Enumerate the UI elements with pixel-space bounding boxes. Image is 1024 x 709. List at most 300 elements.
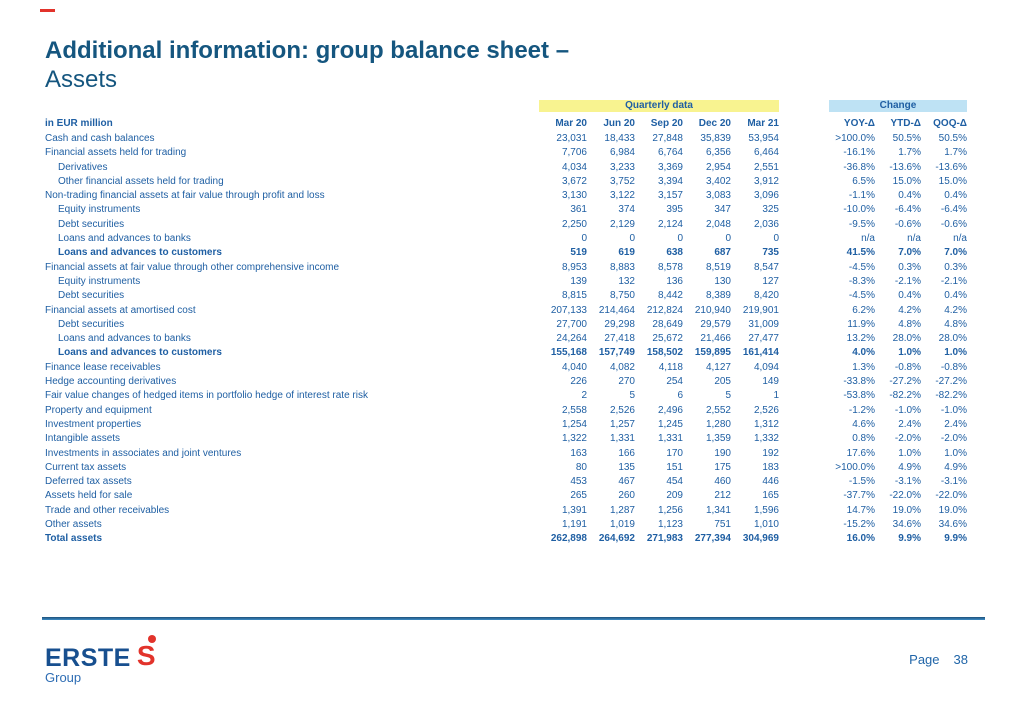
row-label: Loans and advances to customers xyxy=(58,347,222,359)
cell-sep20: 136 xyxy=(666,275,683,287)
cell-sep20: 3,157 xyxy=(657,190,683,202)
cell-dec20: 29,579 xyxy=(700,318,731,330)
cell-sep20: 6,764 xyxy=(657,147,683,159)
cell-yoy-delta: -53.8% xyxy=(843,390,875,402)
table-row xyxy=(45,518,967,532)
row-label: Debt securities xyxy=(58,218,125,230)
row-label: Debt securities xyxy=(58,318,125,330)
cell-qoq-delta: 9.9% xyxy=(944,533,967,545)
cell-jun20: 135 xyxy=(618,461,635,473)
cell-jun20: 3,122 xyxy=(609,190,635,202)
cell-dec20: 460 xyxy=(714,476,731,488)
cell-dec20: 35,839 xyxy=(700,133,731,144)
cell-jun20: 4,082 xyxy=(609,361,635,373)
cell-jun20: 3,233 xyxy=(609,161,635,173)
table-row xyxy=(45,346,967,360)
cell-jun20: 2,129 xyxy=(609,218,635,230)
cell-mar20: 3,130 xyxy=(561,190,587,202)
cell-qoq-delta: -27.2% xyxy=(935,376,967,388)
cell-ytd-delta: 1.0% xyxy=(898,347,921,359)
table-row xyxy=(45,146,967,160)
cell-sep20: 0 xyxy=(677,233,683,245)
cell-mar20: 4,034 xyxy=(561,161,587,173)
row-label: Fair value changes of hedged items in portfolio hedge of interest rate risk xyxy=(45,390,368,402)
cell-jun20: 1,331 xyxy=(609,433,635,445)
cell-mar21: 304,969 xyxy=(742,533,779,545)
cell-mar21: 183 xyxy=(762,461,779,473)
cell-dec20: 1,341 xyxy=(705,504,731,516)
cell-yoy-delta: -4.5% xyxy=(848,290,875,302)
cell-mar20: 80 xyxy=(575,461,587,473)
cell-yoy-delta: 11.9% xyxy=(847,318,875,330)
col-ytd-delta: YTD-Δ xyxy=(890,118,921,129)
cell-mar21: 192 xyxy=(762,447,779,459)
table-row xyxy=(45,504,967,518)
cell-ytd-delta: -27.2% xyxy=(889,376,921,388)
cell-ytd-delta: -22.0% xyxy=(889,490,921,502)
balance-sheet-table-wrap xyxy=(45,100,967,547)
cell-mar20: 163 xyxy=(570,447,587,459)
cell-ytd-delta: -3.1% xyxy=(894,476,921,488)
cell-sep20: 212,824 xyxy=(646,304,683,316)
cell-qoq-delta: 4.8% xyxy=(944,318,967,330)
footer-divider xyxy=(42,617,985,620)
cell-mar20: 3,672 xyxy=(561,175,587,187)
row-label: Financial assets at amortised cost xyxy=(45,304,196,316)
cell-ytd-delta: 0.4% xyxy=(898,290,921,302)
cell-jun20: 2,526 xyxy=(609,404,635,416)
cell-mar20: 2,250 xyxy=(561,218,587,230)
col-mar21: Mar 21 xyxy=(747,118,779,129)
cell-ytd-delta: 0.4% xyxy=(898,190,921,202)
table-row xyxy=(45,246,967,260)
cell-mar20: 1,191 xyxy=(561,519,587,531)
col-mar20: Mar 20 xyxy=(555,118,587,129)
cell-jun20: 214,464 xyxy=(598,304,635,316)
table-row xyxy=(45,475,967,489)
row-label: Trade and other receivables xyxy=(45,504,170,516)
cell-dec20: 130 xyxy=(714,275,731,287)
quarterly-data-band: Quarterly data xyxy=(539,100,779,112)
group-header-row xyxy=(45,100,967,112)
cell-ytd-delta: 4.2% xyxy=(898,304,921,316)
cell-mar20: 139 xyxy=(570,275,587,287)
balance-sheet-table xyxy=(45,100,967,547)
table-row xyxy=(45,218,967,232)
cell-jun20: 260 xyxy=(618,490,635,502)
cell-sep20: 8,442 xyxy=(657,290,683,302)
cell-mar20: 8,953 xyxy=(561,261,587,273)
page-title xyxy=(45,36,569,94)
row-label: Property and equipment xyxy=(45,404,152,416)
cell-mar21: 446 xyxy=(762,476,779,488)
cell-yoy-delta: -15.2% xyxy=(843,519,875,531)
cell-dec20: 8,389 xyxy=(705,290,731,302)
table-row xyxy=(45,318,967,332)
cell-mar20: 519 xyxy=(570,247,587,259)
cell-yoy-delta: 13.2% xyxy=(846,333,875,345)
cell-dec20: 347 xyxy=(714,204,731,216)
table-row xyxy=(45,289,967,303)
cell-jun20: 0 xyxy=(629,233,635,245)
cell-yoy-delta: >100.0% xyxy=(835,461,875,473)
cell-ytd-delta: 2.4% xyxy=(898,418,921,430)
cell-mar20: 262,898 xyxy=(550,533,587,545)
cell-mar21: 2,551 xyxy=(753,161,779,173)
table-row xyxy=(45,175,967,189)
col-jun20: Jun 20 xyxy=(603,118,635,129)
cell-qoq-delta: -0.6% xyxy=(940,218,967,230)
cell-dec20: 2,552 xyxy=(705,404,731,416)
cell-mar21: 127 xyxy=(762,275,779,287)
cell-mar21: 165 xyxy=(762,490,779,502)
cell-yoy-delta: -8.3% xyxy=(848,275,875,287)
cell-sep20: 25,672 xyxy=(652,333,683,345)
cell-qoq-delta: 34.6% xyxy=(938,519,967,531)
cell-mar21: 8,547 xyxy=(753,261,779,273)
cell-qoq-delta: 1.0% xyxy=(944,347,967,359)
row-label: Deferred tax assets xyxy=(45,476,132,488)
table-row xyxy=(45,332,967,346)
cell-ytd-delta: 1.7% xyxy=(898,147,921,159)
cell-jun20: 6,984 xyxy=(609,147,635,159)
cell-mar20: 265 xyxy=(570,490,587,502)
table-row xyxy=(45,489,967,503)
row-label: Other financial assets held for trading xyxy=(58,175,224,187)
page-label: Page xyxy=(909,652,940,667)
cell-qoq-delta: 4.9% xyxy=(944,461,967,473)
col-dec20: Dec 20 xyxy=(698,118,731,129)
cell-mar21: 1,010 xyxy=(753,519,779,531)
change-band: Change xyxy=(829,100,967,112)
cell-mar20: 27,700 xyxy=(556,318,587,330)
cell-mar20: 226 xyxy=(570,376,587,388)
table-row xyxy=(45,418,967,432)
table-row xyxy=(45,432,967,446)
cell-mar21: 3,096 xyxy=(753,190,779,202)
cell-dec20: 2,048 xyxy=(705,218,731,230)
cell-qoq-delta: 2.4% xyxy=(944,418,967,430)
row-label: Loans and advances to banks xyxy=(58,233,191,245)
page-number-value: 38 xyxy=(953,652,968,667)
cell-mar21: 325 xyxy=(762,204,779,216)
cell-sep20: 3,369 xyxy=(657,161,683,173)
cell-sep20: 4,118 xyxy=(658,361,683,373)
cell-qoq-delta: 50.5% xyxy=(938,133,967,144)
cell-jun20: 29,298 xyxy=(604,318,635,330)
cell-ytd-delta: 4.8% xyxy=(898,318,921,330)
cell-mar21: 3,912 xyxy=(753,175,779,187)
cell-yoy-delta: -37.7% xyxy=(843,490,875,502)
cell-jun20: 619 xyxy=(618,247,635,259)
cell-jun20: 27,418 xyxy=(604,333,635,345)
cell-sep20: 28,649 xyxy=(652,318,683,330)
table-row xyxy=(45,447,967,461)
cell-dec20: 5 xyxy=(725,390,731,402)
cell-sep20: 395 xyxy=(666,204,683,216)
table-row xyxy=(45,275,967,289)
erste-group-logo xyxy=(45,641,165,685)
cell-qoq-delta: 0.4% xyxy=(944,190,967,202)
top-accent-dash xyxy=(40,9,55,12)
cell-ytd-delta: 34.6% xyxy=(892,519,921,531)
cell-dec20: 21,466 xyxy=(700,333,731,345)
cell-dec20: 8,519 xyxy=(705,261,731,273)
table-row xyxy=(45,232,967,246)
row-label: Intangible assets xyxy=(45,433,121,445)
cell-ytd-delta: -2.0% xyxy=(894,433,921,445)
cell-qoq-delta: -82.2% xyxy=(935,390,967,402)
col-qoq-delta: QOQ-Δ xyxy=(933,118,967,129)
cell-qoq-delta: 0.3% xyxy=(944,261,967,273)
cell-qoq-delta: 4.2% xyxy=(944,304,967,316)
row-label: Debt securities xyxy=(58,290,125,302)
cell-sep20: 3,394 xyxy=(657,175,683,187)
row-label: Finance lease receivables xyxy=(45,361,161,373)
cell-mar21: 8,420 xyxy=(753,290,779,302)
row-label: Financial assets at fair value through other comprehensive income xyxy=(45,261,340,273)
cell-qoq-delta: 1.0% xyxy=(944,447,967,459)
cell-ytd-delta: 7.0% xyxy=(898,247,921,259)
row-label: Non-trading financial assets at fair value through profit and loss xyxy=(45,190,325,202)
cell-mar21: 1 xyxy=(773,390,779,402)
row-label: Loans and advances to banks xyxy=(58,333,191,345)
cell-qoq-delta: 7.0% xyxy=(944,247,967,259)
cell-sep20: 2,124 xyxy=(657,218,683,230)
column-header-row xyxy=(45,112,967,132)
cell-yoy-delta: 14.7% xyxy=(846,504,875,516)
cell-yoy-delta: -9.5% xyxy=(848,218,875,230)
cell-dec20: 190 xyxy=(714,447,731,459)
cell-yoy-delta: 0.8% xyxy=(852,433,875,445)
cell-mar21: 161,414 xyxy=(742,347,779,359)
cell-ytd-delta: 1.0% xyxy=(898,447,921,459)
cell-yoy-delta: 4.6% xyxy=(852,418,875,430)
row-label: Other assets xyxy=(45,519,102,531)
cell-sep20: 209 xyxy=(666,490,683,502)
cell-ytd-delta: -0.8% xyxy=(894,361,921,373)
cell-sep20: 1,331 xyxy=(657,433,683,445)
cell-ytd-delta: 50.5% xyxy=(892,133,921,144)
row-label: Investment properties xyxy=(45,418,142,430)
cell-jun20: 3,752 xyxy=(609,175,635,187)
cell-jun20: 1,019 xyxy=(609,519,635,531)
cell-sep20: 2,496 xyxy=(657,404,683,416)
cell-mar20: 8,815 xyxy=(561,290,587,302)
logo-sub-text: Group xyxy=(45,670,82,685)
cell-jun20: 166 xyxy=(618,447,635,459)
cell-jun20: 1,257 xyxy=(609,418,635,430)
cell-jun20: 8,883 xyxy=(609,261,635,273)
cell-qoq-delta: -2.1% xyxy=(940,275,967,287)
cell-dec20: 4,127 xyxy=(705,361,731,373)
table-row xyxy=(45,189,967,203)
cell-mar20: 23,031 xyxy=(556,133,587,144)
cell-jun20: 264,692 xyxy=(598,533,635,545)
cell-sep20: 454 xyxy=(666,476,683,488)
cell-sep20: 6 xyxy=(677,390,683,402)
cell-mar20: 0 xyxy=(581,233,587,245)
col-sep20: Sep 20 xyxy=(650,118,683,129)
table-row xyxy=(45,261,967,275)
cell-sep20: 1,256 xyxy=(657,504,683,516)
cell-qoq-delta: -13.6% xyxy=(935,161,967,173)
cell-dec20: 3,402 xyxy=(705,175,731,187)
cell-mar21: 6,464 xyxy=(753,147,779,159)
cell-jun20: 8,750 xyxy=(609,290,635,302)
row-label: Current tax assets xyxy=(45,461,127,473)
cell-sep20: 1,123 xyxy=(657,519,683,531)
cell-mar20: 1,254 xyxy=(561,418,587,430)
cell-yoy-delta: n/a xyxy=(861,233,875,245)
cell-yoy-delta: 41.5% xyxy=(846,247,875,259)
table-row xyxy=(45,161,967,175)
cell-mar21: 1,312 xyxy=(753,418,779,430)
cell-jun20: 157,749 xyxy=(598,347,635,359)
cell-qoq-delta: -1.0% xyxy=(940,404,967,416)
cell-mar21: 219,901 xyxy=(742,304,779,316)
cell-mar21: 2,036 xyxy=(753,218,779,230)
cell-dec20: 2,954 xyxy=(705,161,731,173)
cell-jun20: 467 xyxy=(618,476,635,488)
cell-ytd-delta: -13.6% xyxy=(889,161,921,173)
cell-sep20: 8,578 xyxy=(657,261,683,273)
col-yoy-delta: YOY-Δ xyxy=(843,118,875,129)
cell-yoy-delta: 17.6% xyxy=(846,447,875,459)
cell-sep20: 158,502 xyxy=(646,347,683,359)
table-row xyxy=(45,532,967,546)
cell-mar21: 1,596 xyxy=(753,504,779,516)
cell-qoq-delta: -3.1% xyxy=(940,476,967,488)
row-label: Investments in associates and joint ventures xyxy=(45,447,242,459)
cell-mar20: 24,264 xyxy=(556,333,587,345)
cell-mar20: 2 xyxy=(581,390,587,402)
cell-mar20: 453 xyxy=(570,476,587,488)
cell-yoy-delta: 16.0% xyxy=(846,533,875,545)
cell-qoq-delta: 28.0% xyxy=(938,333,967,345)
cell-jun20: 18,433 xyxy=(604,133,635,144)
cell-jun20: 5 xyxy=(629,390,635,402)
cell-dec20: 159,895 xyxy=(694,347,731,359)
cell-mar20: 155,168 xyxy=(550,347,587,359)
cell-yoy-delta: -16.1% xyxy=(843,147,875,159)
page-number xyxy=(909,652,968,667)
cell-mar20: 7,706 xyxy=(561,147,587,159)
cell-yoy-delta: 1.3% xyxy=(852,361,875,373)
row-label: Cash and cash balances xyxy=(45,133,155,144)
row-label: Financial assets held for trading xyxy=(45,147,187,159)
table-row xyxy=(45,361,967,375)
cell-ytd-delta: 19.0% xyxy=(892,504,921,516)
cell-mar21: 27,477 xyxy=(748,333,779,345)
row-label: Hedge accounting derivatives xyxy=(45,376,177,388)
cell-sep20: 170 xyxy=(666,447,683,459)
row-label: Equity instruments xyxy=(58,275,141,287)
row-label: Loans and advances to customers xyxy=(58,247,222,259)
cell-mar20: 1,322 xyxy=(561,433,587,445)
row-label: Equity instruments xyxy=(58,204,141,216)
cell-dec20: 210,940 xyxy=(694,304,731,316)
cell-mar21: 53,954 xyxy=(748,133,779,144)
cell-sep20: 271,983 xyxy=(646,533,683,545)
cell-mar20: 361 xyxy=(570,204,587,216)
cell-ytd-delta: 9.9% xyxy=(898,533,921,545)
cell-yoy-delta: 4.0% xyxy=(852,347,875,359)
cell-yoy-delta: 6.2% xyxy=(852,304,875,316)
cell-yoy-delta: -1.1% xyxy=(848,190,875,202)
cell-ytd-delta: 15.0% xyxy=(892,175,921,187)
cell-ytd-delta: -0.6% xyxy=(894,218,921,230)
cell-mar21: 2,526 xyxy=(753,404,779,416)
cell-yoy-delta: -36.8% xyxy=(843,161,875,173)
cell-sep20: 638 xyxy=(666,247,683,259)
cell-yoy-delta: -10.0% xyxy=(843,204,875,216)
cell-ytd-delta: -2.1% xyxy=(894,275,921,287)
cell-mar21: 4,094 xyxy=(753,361,779,373)
cell-jun20: 270 xyxy=(618,376,635,388)
cell-mar20: 1,391 xyxy=(561,504,587,516)
row-label: Assets held for sale xyxy=(45,490,133,502)
cell-sep20: 151 xyxy=(666,461,683,473)
cell-qoq-delta: n/a xyxy=(953,233,967,245)
cell-dec20: 1,280 xyxy=(705,418,731,430)
cell-dec20: 687 xyxy=(714,247,731,259)
cell-dec20: 0 xyxy=(725,233,731,245)
table-row xyxy=(45,461,967,475)
cell-qoq-delta: 1.7% xyxy=(944,147,967,159)
cell-mar20: 4,040 xyxy=(561,361,587,373)
cell-qoq-delta: -0.8% xyxy=(940,361,967,373)
sparkasse-s-icon xyxy=(135,641,165,669)
logo-brand-text: ERSTE xyxy=(45,644,131,672)
table-row xyxy=(45,132,967,146)
table-row xyxy=(45,375,967,389)
table-row xyxy=(45,203,967,217)
table-row xyxy=(45,389,967,403)
cell-ytd-delta: 0.3% xyxy=(898,261,921,273)
cell-ytd-delta: -6.4% xyxy=(894,204,921,216)
cell-ytd-delta: -1.0% xyxy=(894,404,921,416)
cell-qoq-delta: -6.4% xyxy=(940,204,967,216)
cell-qoq-delta: 15.0% xyxy=(938,175,967,187)
title-line2: Assets xyxy=(45,66,118,93)
cell-jun20: 1,287 xyxy=(609,504,635,516)
cell-dec20: 175 xyxy=(714,461,731,473)
cell-mar21: 1,332 xyxy=(753,433,779,445)
title-line1: Additional information: group balance sheet – xyxy=(45,37,570,64)
unit-label: in EUR million xyxy=(45,118,113,129)
cell-ytd-delta: 4.9% xyxy=(898,461,921,473)
cell-dec20: 205 xyxy=(714,376,731,388)
cell-jun20: 374 xyxy=(618,204,635,216)
cell-mar20: 2,558 xyxy=(561,404,587,416)
table-row xyxy=(45,404,967,418)
cell-ytd-delta: 28.0% xyxy=(892,333,921,345)
cell-dec20: 6,356 xyxy=(705,147,731,159)
cell-ytd-delta: n/a xyxy=(907,233,921,245)
cell-qoq-delta: -2.0% xyxy=(940,433,967,445)
cell-dec20: 1,359 xyxy=(705,433,731,445)
cell-yoy-delta: -4.5% xyxy=(848,261,875,273)
cell-qoq-delta: -22.0% xyxy=(935,490,967,502)
row-label: Derivatives xyxy=(58,161,108,173)
cell-dec20: 212 xyxy=(714,490,731,502)
cell-yoy-delta: 6.5% xyxy=(852,175,875,187)
cell-qoq-delta: 19.0% xyxy=(938,504,967,516)
cell-dec20: 3,083 xyxy=(705,190,731,202)
cell-dec20: 277,394 xyxy=(694,533,731,545)
cell-dec20: 751 xyxy=(714,519,731,531)
